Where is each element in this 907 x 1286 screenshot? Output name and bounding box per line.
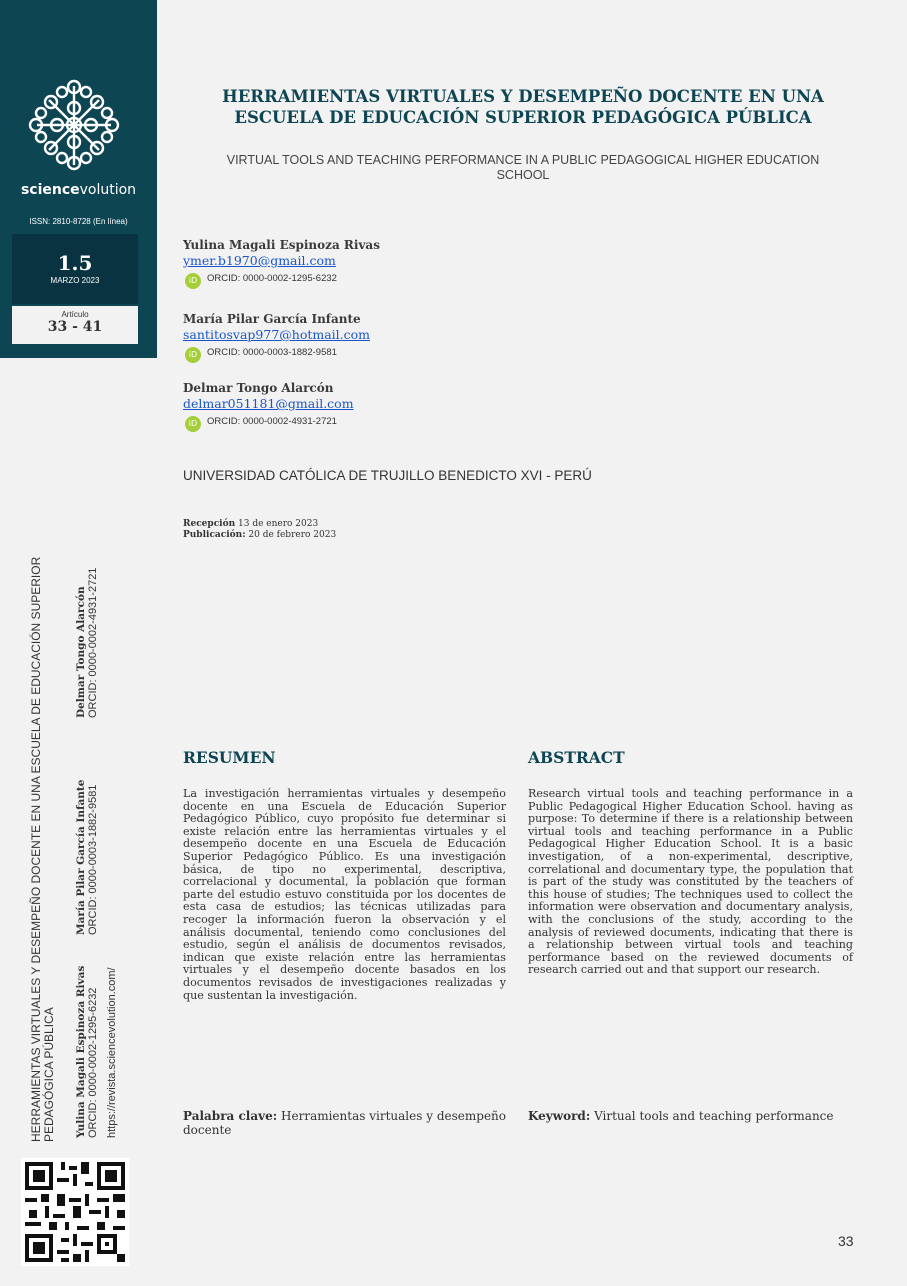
journal-sidebar-band — [0, 0, 157, 358]
abstract-text: Research virtual tools and teaching performance in a Public Pedagogical Higher Education School. having as purpose: To determine if there is a relationship between virtual tools and teaching performance in a Public Pedagogical Higher Education School. It is a basic investigation, of a non-experimental, descriptive, correlational and documentary type, the population that is part of the study was constituted by the teachers of this house of studies; The techniques used to collect the information were observation and documentary analysis, with the conclusions of the study, according to the analysis of reviewed documents, indicating that there is a relationship between virtual tools and teaching performance based on the reviewed documents of research carried out and that support our research. — [528, 787, 853, 977]
dates — [183, 519, 336, 541]
brand-light: volution — [79, 182, 137, 198]
resumen-text: La investigación herramientas virtuales y desempeño docente en una Escuela de Educación Superior Pedagógico Público, cuyo propósito fue determinar si existe relación entre las herramientas virtuales y el desempeño docente en una Escuela de Educación Superior Pedagógico Público. Es una investigación básica, de tipo no experimental, descriptiva, correlacional y documental, la población que forman parte del estudio estuvo constituida por los docentes de esta casa de estudios; las técnicas utilizadas para recoger la información fueron la observación y el análisis documental, teniendo como conclusiones del estudio, según el análisis de documentos revisados, indican que existe relación entre las herramientas virtuales y el desempeño docente basados en los documentos revisados de investigaciones realizadas y que sustentan la investigación. — [183, 787, 506, 1002]
author-name: Delmar Tongo Alarcón — [183, 381, 334, 395]
kw-value: Herramientas virtuales y desempeño docente — [183, 1109, 507, 1137]
brand-bold: science — [20, 182, 80, 198]
vertical-url[interactable]: https://revista.sciencevolution.com/ — [106, 967, 118, 1138]
author-orcid[interactable] — [183, 269, 633, 289]
reception-value: 13 de enero 2023 — [235, 519, 319, 529]
kw-value: Virtual tools and teaching performance — [590, 1109, 834, 1123]
orcid-text: ORCID: 0000-0002-4931-2721 — [207, 416, 337, 427]
sciencevolution-logo-icon — [27, 78, 122, 173]
vertical-author-orcid: ORCID: 0000-0003-1882-9581 — [87, 784, 99, 935]
reception-label: Recepción — [183, 519, 236, 529]
university: UNIVERSIDAD CATÓLICA DE TRUJILLO BENEDICTO XVI - PERÚ — [183, 468, 592, 483]
author-block — [183, 311, 633, 363]
author-name: Yulina Magali Espinoza Rivas — [183, 238, 380, 252]
vertical-author — [75, 966, 99, 1138]
resumen-heading: RESUMEN — [183, 748, 276, 767]
abstract-heading: ABSTRACT — [528, 748, 625, 767]
orcid-icon: iD — [185, 347, 201, 363]
orcid-icon: iD — [185, 273, 201, 289]
author-email-link[interactable]: delmar051181@gmail.com — [183, 396, 354, 411]
author-name: María Pilar García Infante — [183, 312, 361, 326]
qr-code-icon[interactable] — [21, 1158, 129, 1266]
article-box — [12, 306, 138, 344]
vertical-author — [75, 568, 99, 718]
author-email-link[interactable]: santitosvap977@hotmail.com — [183, 327, 371, 342]
orcid-text: ORCID: 0000-0002-1295-6232 — [207, 273, 337, 284]
issue-date: MARZO 2023 — [50, 276, 100, 285]
vertical-author-orcid: ORCID: 0000-0002-4931-2721 — [87, 567, 99, 718]
issue-box — [12, 234, 138, 304]
author-email-link[interactable]: ymer.b1970@gmail.com — [183, 253, 336, 268]
vertical-author-name: Yulina Magali Espinoza Rivas — [75, 965, 87, 1138]
orcid-text: ORCID: 0000-0003-1882-9581 — [207, 347, 337, 358]
publication-value: 20 de febrero 2023 — [245, 530, 337, 540]
issue-number: 1.5 — [57, 251, 93, 275]
vertical-author-orcid: ORCID: 0000-0002-1295-6232 — [87, 987, 99, 1138]
vertical-author — [75, 780, 99, 935]
paper-title: HERRAMIENTAS VIRTUALES Y DESEMPEÑO DOCENTE EN UNA ESCUELA DE EDUCACIÓN SUPERIOR PEDAGÓGICA PÚBLICA — [222, 87, 824, 127]
vertical-author-name: Delmar Tongo Alarcón — [75, 586, 87, 718]
article-label: Artículo — [61, 310, 89, 319]
author-block — [183, 380, 633, 432]
kw-label: Keyword: — [528, 1109, 591, 1123]
resumen-keywords — [183, 1109, 506, 1137]
orcid-icon: iD — [185, 416, 201, 432]
author-block — [183, 237, 633, 289]
paper-subtitle: VIRTUAL TOOLS AND TEACHING PERFORMANCE IN A PUBLIC PEDAGOGICAL HIGHER EDUCATION SCHOOL — [226, 153, 820, 182]
author-orcid[interactable] — [183, 343, 633, 363]
vertical-author-name: María Pilar García Infante — [75, 779, 87, 935]
abstract-keywords — [528, 1109, 858, 1123]
publication-label: Publicación: — [183, 530, 246, 540]
vertical-title: HERRAMIENTAS VIRTUALES Y DESEMPEÑO DOCENTE EN UNA ESCUELA DE EDUCACIÓN SUPERIOR PEDAGÓGICA PÚBLICA — [29, 556, 56, 1142]
journal-brand — [0, 182, 157, 198]
author-orcid[interactable] — [183, 412, 633, 432]
issn: ISSN: 2810-8728 (En línea) — [29, 217, 128, 226]
article-pages: 33 - 41 — [47, 319, 103, 335]
kw-label: Palabra clave: — [183, 1109, 278, 1123]
page-number: 33 — [838, 1233, 854, 1249]
